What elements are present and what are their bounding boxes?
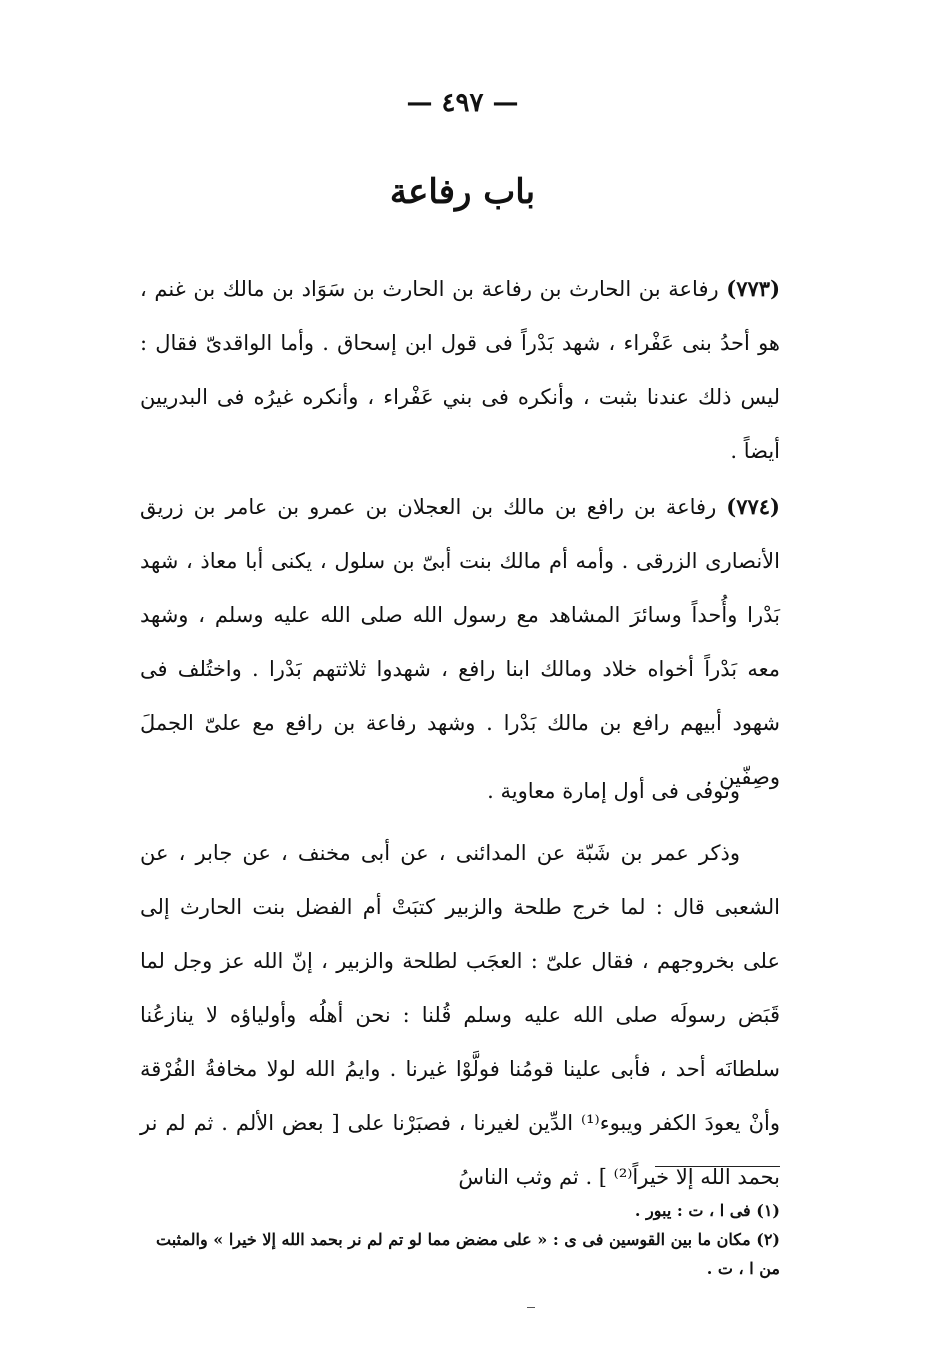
entry-773 [140,262,780,478]
paragraph-death: وتوفى فى أول إمارة معاوية . [487,779,740,803]
footnote-1: (١) فى ا ، ت : يبور . [634,1201,780,1220]
entry-text: رفاعة بن الحارث بن رفاعة بن الحارث بن سَوَاد بن مالك بن غنم ، هو أحدُ بنى عَفْراء ، شهد بَدْراً فى قول ابن إسحاق . وأما الواقدىّ فقال : ليس ذلك عندنا بثبت ، وأنكره فى بني عَفْراء ، وأنكره غيرُه فى البدريين أيضاً . [140,277,780,463]
paragraph-narration: وذكر عمر بن شَبّة عن المدائنى ، عن أبى مخنف ، عن جابر ، عن الشعبى قال : لما خرج طلحة والزبير كتبَتْ أم الفضل بنت الحارث إلى على بخروجهم ، فقال علىّ : العجَب لطلحة والزبير ، إنّ الله عز وجل لما قَبَض رسولَه صلى الله عليه وسلم قُلنا : نحن أهلُه وأولياؤه لا ينازعُنا سلطانَه أحد ، فأبى علينا قومُنا فولَّوْا غيرنا . وايمُ الله لولا مخافةُ الفُرْقة وأنْ يعودَ الكفر ويبوء⁽¹⁾ الدِّين لغيرنا ، فصبَرْنا على [ بعض الألم . ثم لم نر بحمد الله إلا خيراً⁽²⁾ ] . ثم وثب الناسُ [140,841,780,1189]
footnote-divider [655,1166,780,1167]
print-mark [527,1307,535,1308]
entry-text: رفاعة بن رافع بن مالك بن العجلان بن عمرو بن عامر بن زريق الأنصارى الزرقى . وأمه أم مالك بنت أبىّ بن سلول ، يكنى أبا معاذ ، شهد بَدْرا وأُحداً وسائرَ المشاهد مع رسول الله صلى الله عليه وسلم ، وشهد معه بَدْراً أخواه خلاد ومالك ابنا رافع ، شهدوا ثلاثتهم بَدْرا . واختُلف فى شهود أبيهم رافع بن مالك بَدْرا . وشهد رفاعة بن رافع مع علىّ الجملَ وصِفّين . [140,495,780,789]
entry-number: (٧٧٣) [726,276,780,301]
footnotes [140,1196,780,1283]
entry-number: (٧٧٤) [726,494,780,519]
footnote-2: (٢) مكان ما بين القوسين فى ى : « على مضض مما لو تم لم نر بحمد الله إلا خيرا » والمثبت من ا ، ت . [156,1230,780,1278]
chapter-title: باب رفاعة [389,172,536,212]
page-number: — ٤٩٧ — [406,88,519,118]
entry-774 [140,480,780,804]
